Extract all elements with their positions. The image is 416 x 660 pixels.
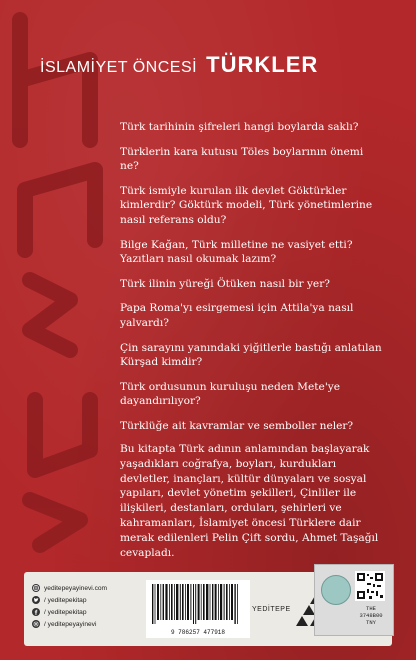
barcode-bars	[146, 580, 250, 628]
question-item: Çin sarayını yanındaki yiğitlerle bastığı anlatılan Kürşad kimdir?	[120, 341, 382, 369]
question-item: Türk tarihinin şifreleri hangi boylarda saklı?	[120, 121, 359, 133]
question-item: Papa Roma'yı esirgemesi için Attila'ya nasıl yalvardı?	[120, 302, 354, 329]
qr-code-icon	[355, 571, 385, 601]
title-prefix: İSLAMİYET ÖNCESİ	[40, 59, 198, 76]
description-paragraph: Bu kitapta Türk adının anlamından başlayarak yaşadıkları coğrafya, boyları, kurdukları devletler, inançları, kültür dünyaları ve sosyal yapıları, devlet yönetim şekilleri, Çinliler ile ilişkileri, destanları, orduları, şehirleri ve kahramanları, İslamiyet öncesi Türklere dair merak edilenleri Pelin Çift sordu, Ahmet Taşağıl cevapladı.	[120, 443, 379, 559]
social-row-instagram[interactable]	[32, 618, 152, 630]
price-sticker	[314, 564, 394, 636]
question-item: Türklüğe ait kavramlar ve semboller neler?	[120, 419, 354, 432]
social-text: yeditepeyayinevi.com	[44, 584, 108, 592]
instagram-icon	[32, 620, 40, 628]
footer-panel	[24, 572, 392, 646]
question-item: Bilge Kağan, Türk milletine ne vasiyet etti? Yazıtları nasıl okumak lazım?	[120, 238, 353, 266]
sticker-code: THE 3748B00 TNY	[359, 605, 383, 626]
title-main: TÜRKLER	[206, 52, 319, 77]
question-list	[120, 120, 382, 444]
question-item: Türk ilinin yüreği Ötüken nasıl bir yer?	[120, 277, 330, 290]
question-item: Türklerin kara kutusu Töles boylarının önemi ne?	[120, 145, 364, 173]
social-row-twitter[interactable]	[32, 594, 152, 606]
social-row-website[interactable]	[32, 582, 152, 594]
hologram-seal-icon	[321, 575, 351, 605]
social-text: / yeditepekitap	[44, 608, 87, 616]
social-links	[32, 582, 152, 630]
publisher-name: YEDİTEPE	[252, 606, 291, 613]
cover-title	[40, 52, 380, 92]
twitter-icon	[32, 596, 40, 604]
social-text: / yeditepeyayinevi	[44, 620, 97, 628]
isbn-barcode	[146, 580, 250, 638]
social-text: / yeditepekitap	[44, 596, 87, 604]
social-row-facebook[interactable]	[32, 606, 152, 618]
globe-icon	[32, 584, 40, 592]
facebook-icon	[32, 608, 40, 616]
question-item: Türk ordusunun kuruluşu neden Mete'ye dayandırılıyor?	[120, 380, 340, 408]
isbn-number: 9 786257 477918	[170, 629, 225, 636]
question-item: Türk ismiyle kurulan ilk devlet Göktürkler kimlerdir? Göktürk modeli, Türk yönetimlerine nasıl referans oldu?	[120, 184, 373, 226]
